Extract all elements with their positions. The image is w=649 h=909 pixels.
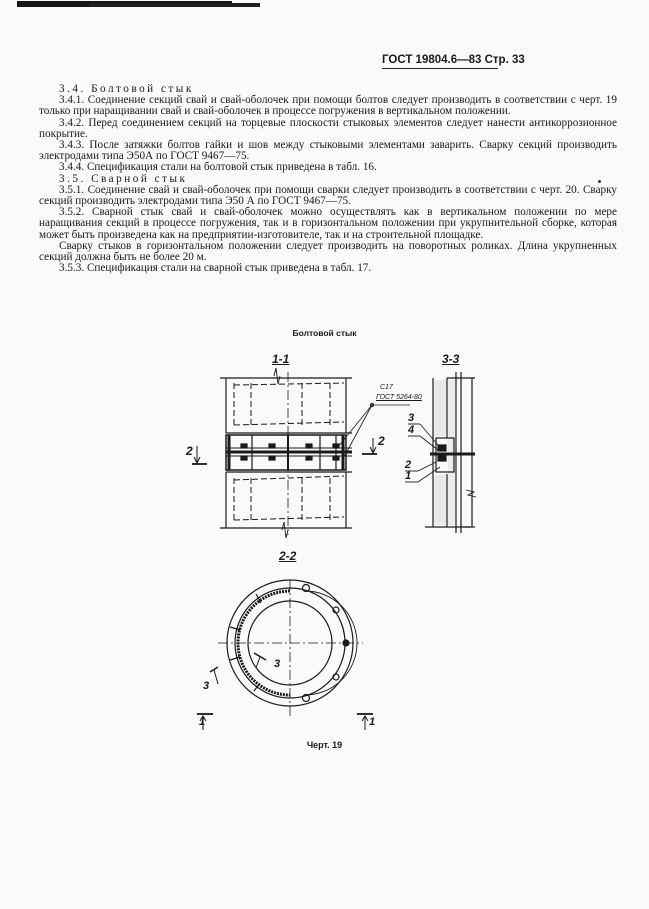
cut-mark-3-outer: 3 [203,680,210,692]
figure-caption: Черт. 19 [306,740,343,750]
section-mark-2-left: 2 [186,444,193,458]
section-label-2-2: 2-2 [279,549,297,563]
section-heading: 3.5. Сварной стык [59,172,188,185]
paragraph: Сварку стыков в горизонтальном положении следует производить на поворотных роликах. Длина укрупненных секций должна быть не более 20 м. [39,239,617,264]
weld-note-standard: ГОСТ 5264-80 [376,394,422,401]
cut-mark-1-left: 1 [199,716,206,728]
paragraph: 3.4.1. Соединение секций свай и свай-оболочек при помощи болтов следует производить в соответствии с черт. 19 только при наращивании свай и свай-оболочек в процессе погружения в вертикальном положении. [39,94,617,118]
weld-note-code: С17 [380,384,393,391]
cut-mark-1-right: 1 [369,716,376,728]
paragraph: 3.4.3. После затяжки болтов гайки и шов между стыковыми элементами заварить. Сварку секций производить электродами типа Э50А по ГОСТ 9467—75. [39,139,617,163]
position-3: 3 [408,412,415,424]
cut-mark-3-inner: 3 [274,658,281,670]
scan-speck [598,180,601,183]
paragraph: 3.4.4. Спецификация стали на болтовой стык приведена в табл. 16. [59,161,377,174]
section-label-3-3: 3-3 [442,352,460,366]
section-heading: 3.4. Болтовой стык [59,83,194,95]
page-header: ГОСТ 19804.6—83 Стр. 33 [382,54,498,69]
paragraph: 3.5.2. Сварной стык свай и свай-оболочек можно осуществлять как в вертикальном положении по мере наращивания секций в процессе погружения, так и в горизонтальном положении при укрупнительной сборке, которая может быть произведена как на предприятии-изготовителе, так и на строительной площадке. [39,206,617,241]
paragraph: 3.4.2. Перед соединением секций на торцевые плоскости стыковых элементов следует нанести антикоррозионное покрытие. [39,116,617,140]
paragraph: 3.5.1. Соединение свай и свай-оболочек при помощи сварки следует производить в соответствии с черт. 20. Сварку секций производить электродами типа Э50 А по ГОСТ 9467—75. [39,183,617,208]
paragraph: 3.5.3. Спецификация стали на сварной стык приведена в табл. 17. [59,262,372,275]
position-2: 2 [405,459,412,471]
position-1: 1 [405,470,412,482]
position-4: 4 [408,424,415,436]
section-label-1-1: 1-1 [272,352,290,366]
section-mark-2-right: 2 [378,434,385,448]
figure-title: Болтовой стык [292,328,357,338]
